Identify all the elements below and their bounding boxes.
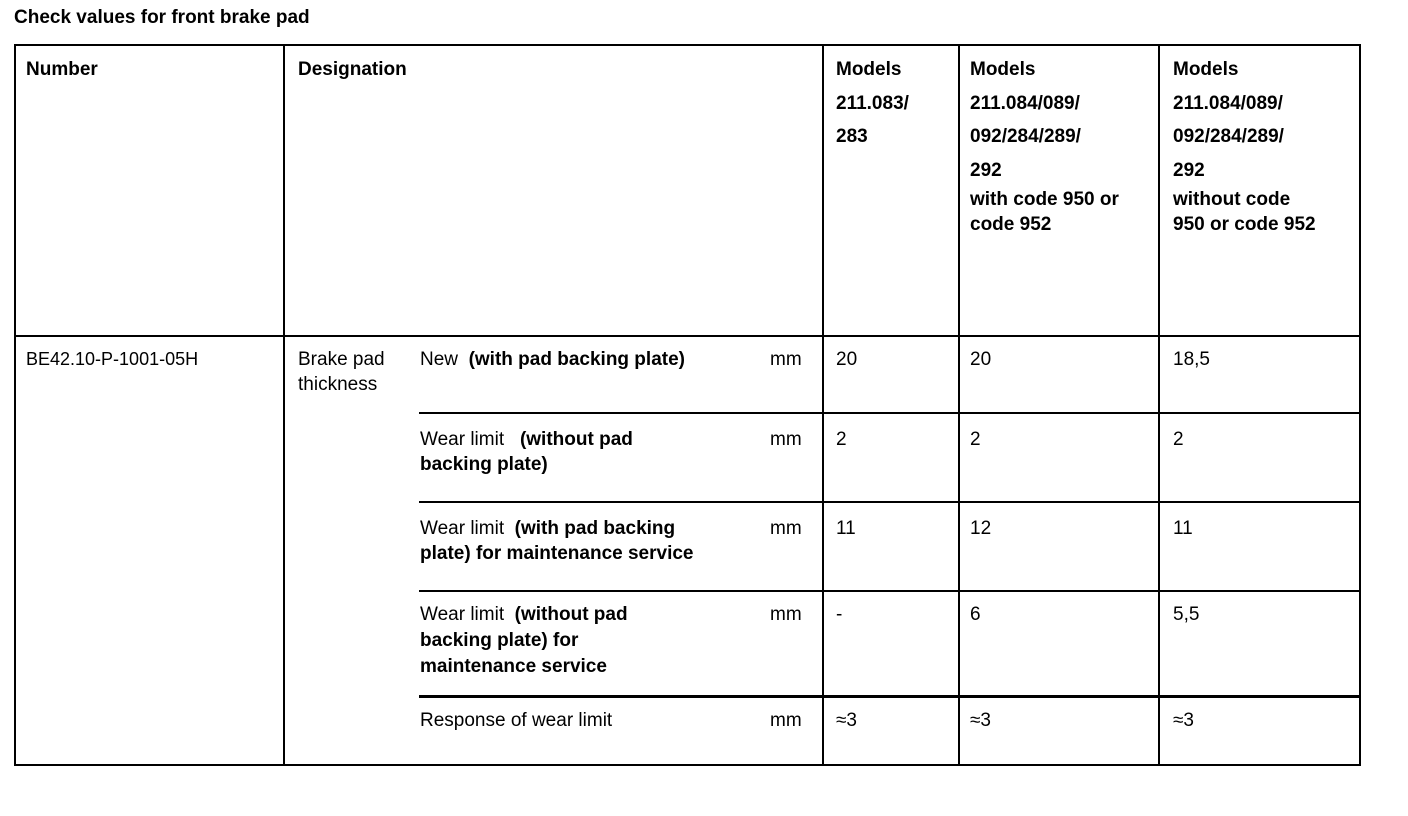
header-divider (14, 335, 1361, 337)
header-col2-note: with code 950 or code 952 (970, 189, 1119, 235)
row-designation: Brake pad thickness (298, 349, 385, 395)
row-divider (419, 412, 1361, 414)
value-col1: 11 (836, 518, 856, 539)
page-title: Check values for front brake pad (14, 7, 310, 28)
value-col1: - (836, 604, 843, 625)
table-row-label: New (with pad backing plate) (420, 349, 685, 370)
row-number: BE42.10-P-1001-05H (26, 349, 199, 369)
table-row-label: Wear limit (without pad backing plate) for maintenance service (420, 604, 628, 677)
table-row-label: Response of wear limit (420, 710, 613, 731)
header-models-col3: Models 211.084/089/ 092/284/289/ 292 without code 950 or code 952 (1173, 59, 1316, 235)
value-col3: 5,5 (1173, 604, 1200, 625)
value-col3: 2 (1173, 429, 1184, 450)
value-col2: 12 (970, 518, 992, 539)
unit: mm (770, 604, 802, 625)
table-row-label: Wear limit (without pad backing plate) (420, 429, 633, 475)
value-col3: 11 (1173, 518, 1193, 539)
value-col2: 2 (970, 429, 981, 450)
header-col3-note: without code 950 or code 952 (1173, 189, 1316, 235)
row-divider (419, 695, 1361, 698)
unit: mm (770, 429, 802, 450)
table-row-label: Wear limit (with pad backing plate) for maintenance service (420, 518, 694, 564)
value-col1: 2 (836, 429, 847, 450)
header-models-col2: Models 211.084/089/ 092/284/289/ 292 with code 950 or code 952 (970, 59, 1119, 235)
unit: mm (770, 518, 802, 539)
value-col1: ≈3 (836, 710, 857, 731)
value-col1: 20 (836, 349, 858, 370)
header-designation: Designation (298, 59, 407, 80)
value-col3: ≈3 (1173, 710, 1194, 731)
value-col3: 18,5 (1173, 349, 1210, 370)
header-number: Number (26, 59, 98, 80)
value-col2: ≈3 (970, 710, 991, 731)
column-divider (283, 44, 285, 766)
header-models-col1: Models 211.083/ 283 (836, 59, 909, 147)
row-divider (419, 501, 1361, 503)
unit: mm (770, 710, 802, 731)
column-divider (822, 44, 824, 766)
value-col2: 20 (970, 349, 992, 370)
value-col2: 6 (970, 604, 981, 625)
column-divider (1158, 44, 1160, 766)
unit: mm (770, 349, 802, 370)
column-divider (958, 44, 960, 766)
row-divider (419, 590, 1361, 592)
